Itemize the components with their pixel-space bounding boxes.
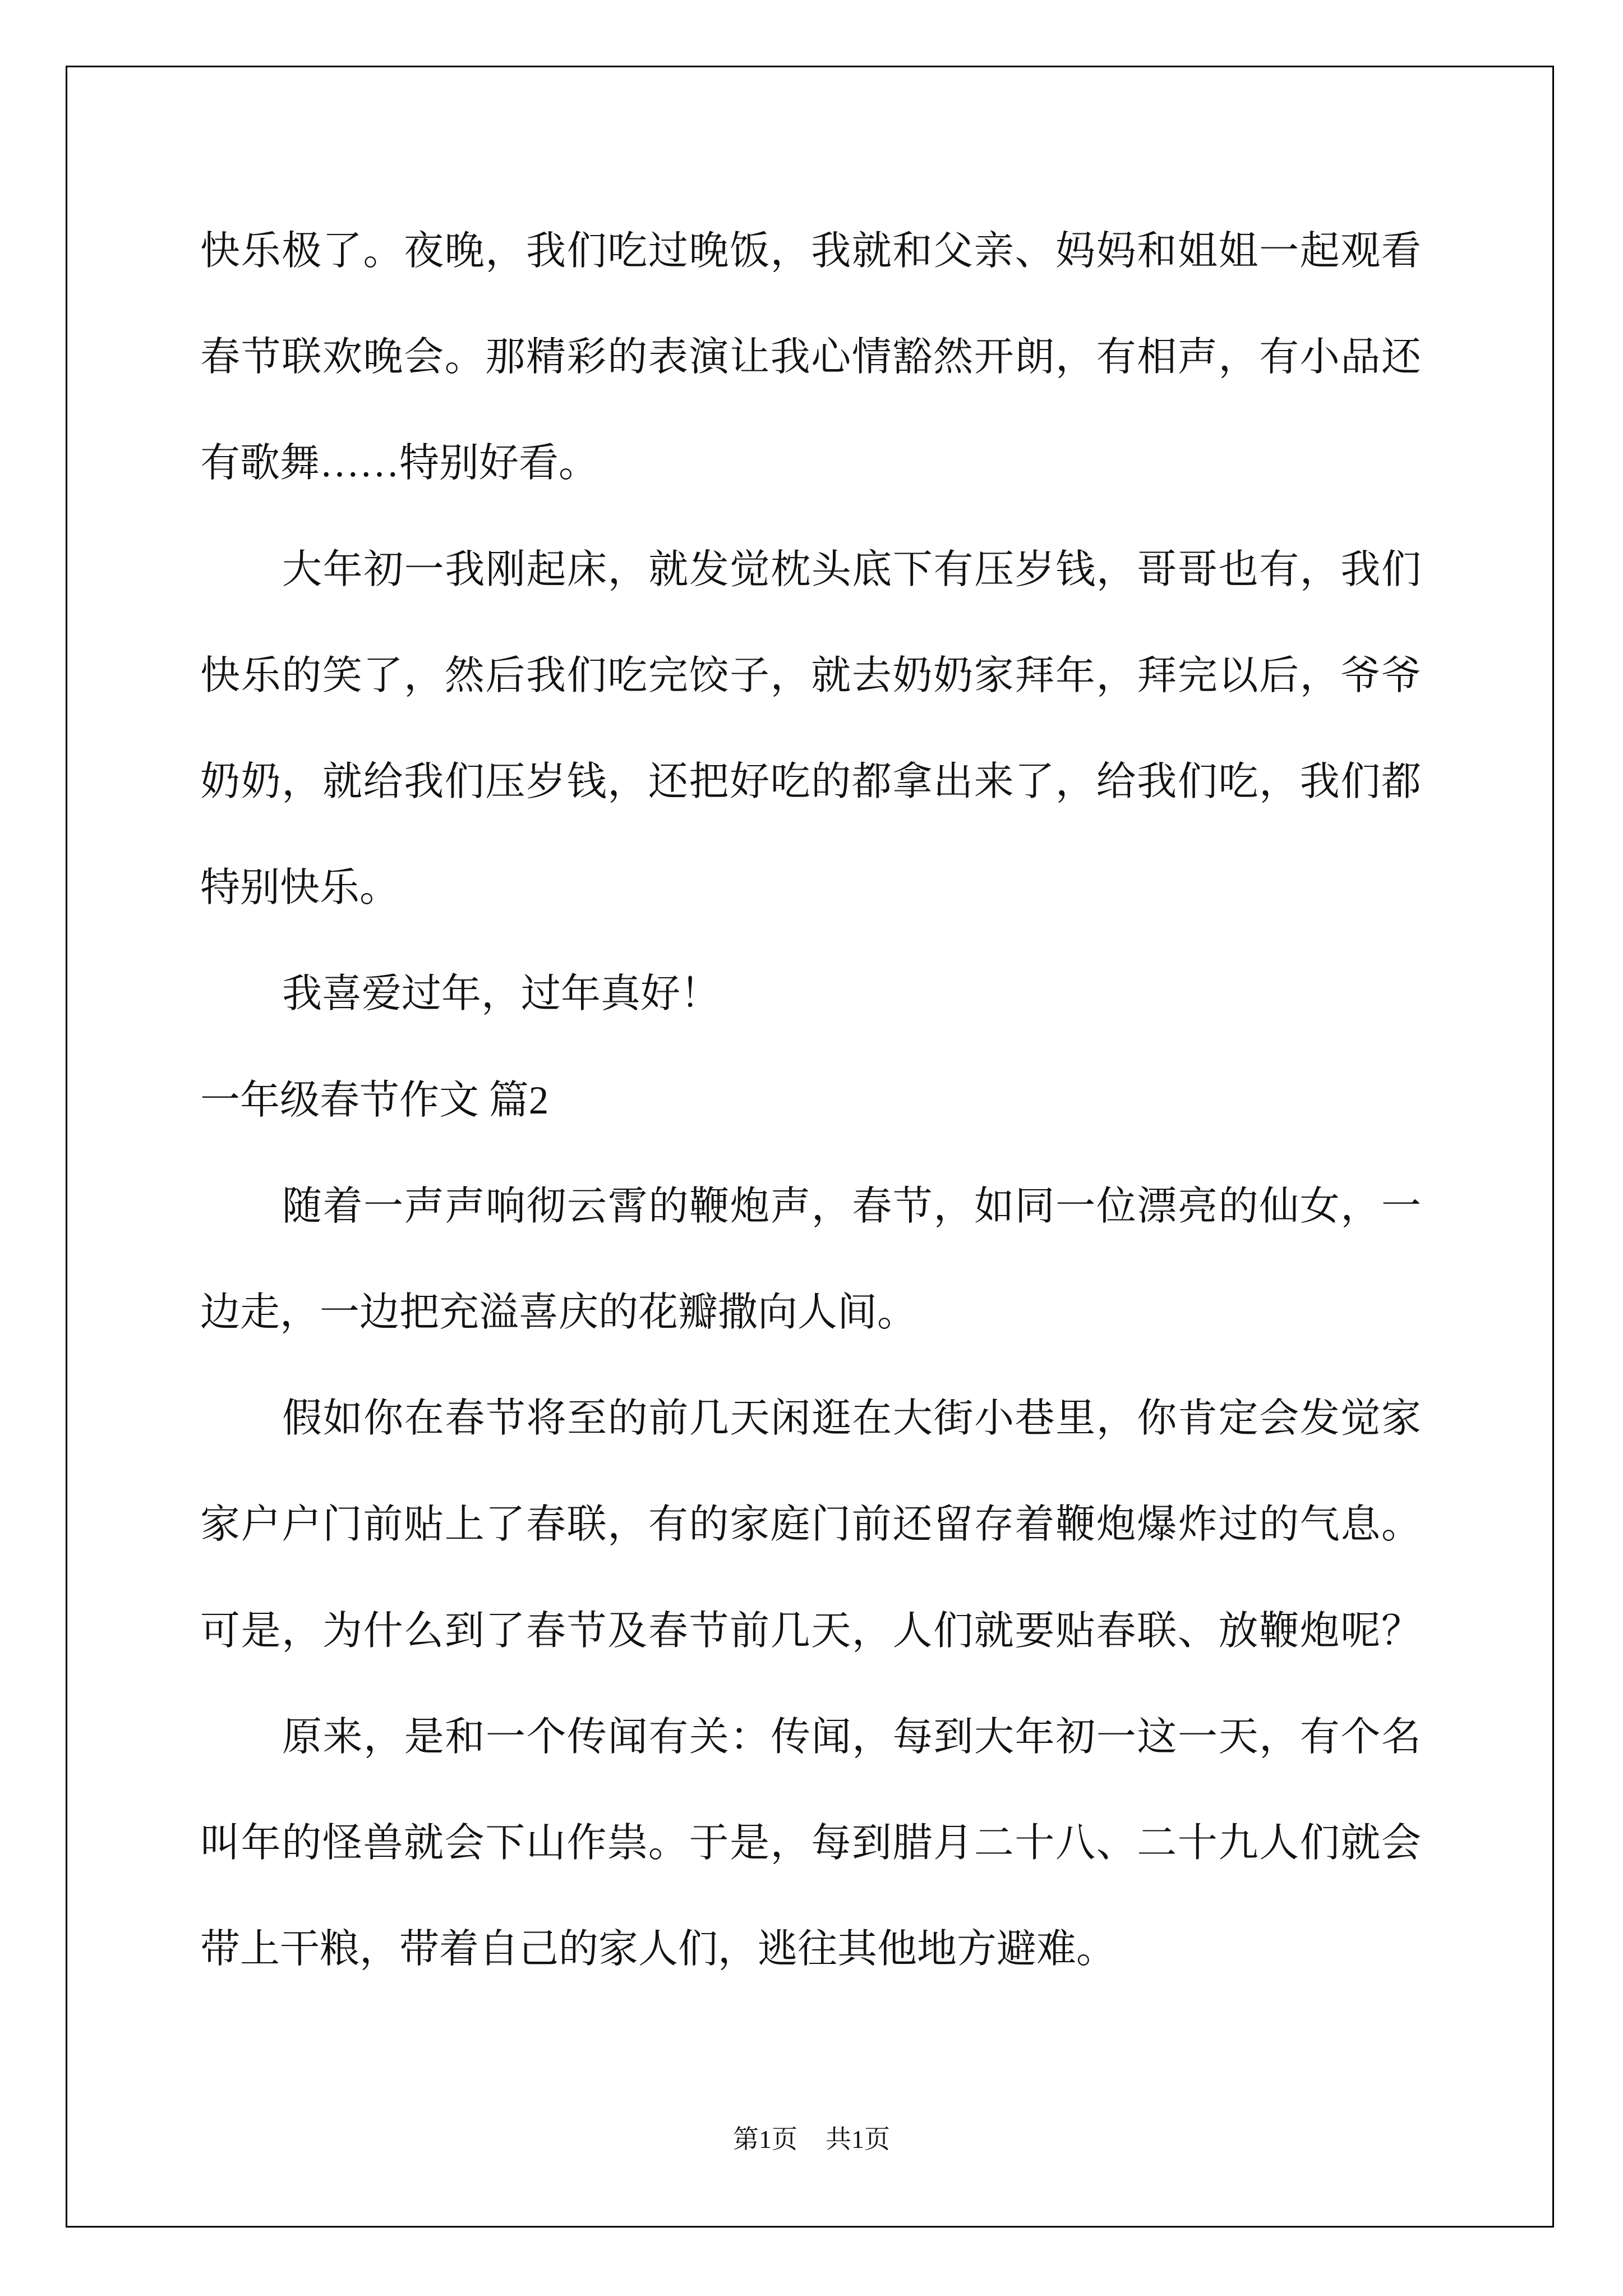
body-text-line: 春节联欢晚会。那精彩的表演让我心情豁然开朗，有相声，有小品还 [200, 335, 1421, 379]
page-number-current: 第1页 [733, 2125, 797, 2154]
body-text-line: 快乐的笑了，然后我们吃完饺子，就去奶奶家拜年，拜完以后，爷爷 [200, 654, 1421, 698]
body-text-line: 叫年的怪兽就会下山作祟。于是，每到腊月二十八、二十九人们就会 [200, 1821, 1421, 1865]
body-text-line: 边走，一边把充溢喜庆的花瓣撒向人间。 [200, 1291, 917, 1335]
body-text-line: 原来，是和一个传闻有关：传闻，每到大年初一这一天，有个名 [282, 1715, 1421, 1759]
page-number-total: 共1页 [826, 2125, 890, 2154]
body-text-line: 可是，为什么到了春节及春节前几天，人们就要贴春联、放鞭炮呢？ [200, 1609, 1421, 1653]
body-text-line: 特别快乐。 [200, 866, 400, 910]
body-text-line: 奶奶，就给我们压岁钱，还把好吃的都拿出来了，给我们吃，我们都 [200, 760, 1421, 804]
body-text-line: 家户户门前贴上了春联，有的家庭门前还留存着鞭炮爆炸过的气息。 [200, 1503, 1421, 1547]
page-footer [0, 2123, 1623, 2156]
page-border [66, 66, 1554, 2228]
section-title: 一年级春节作文 篇2 [200, 1079, 549, 1122]
body-text-line: 有歌舞……特别好看。 [200, 441, 599, 485]
body-text-line: 随着一声声响彻云霄的鞭炮声，春节，如同一位漂亮的仙女，一 [282, 1185, 1421, 1228]
body-text-line: 我喜爱过年，过年真好！ [282, 972, 721, 1016]
body-text-line: 假如你在春节将至的前几天闲逛在大街小巷里，你肯定会发觉家 [282, 1397, 1421, 1441]
body-text-line: 带上干粮，带着自己的家人们，逃往其他地方避难。 [200, 1927, 1117, 1971]
body-text-line: 快乐极了。夜晚，我们吃过晚饭，我就和父亲、妈妈和姐姐一起观看 [200, 229, 1421, 273]
body-text-line: 大年初一我刚起床，就发觉枕头底下有压岁钱，哥哥也有，我们 [282, 548, 1421, 592]
